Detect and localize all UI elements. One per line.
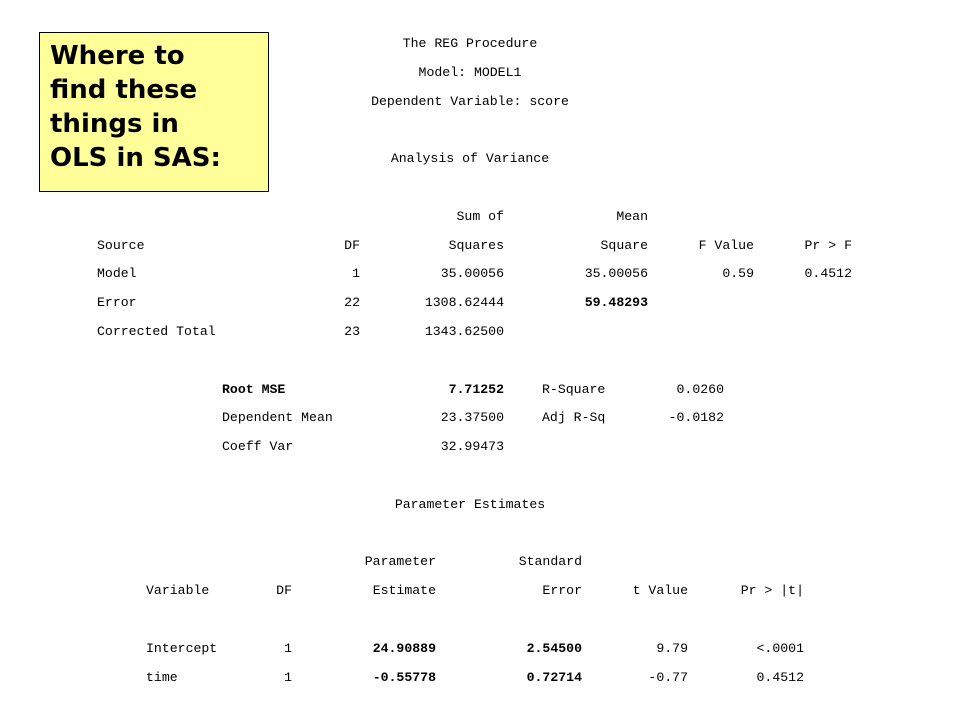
params-row-time-variable: time bbox=[146, 670, 178, 685]
fit-adj-rsq-label: Adj R-Sq bbox=[542, 410, 606, 425]
fit-adj-rsq-value: -0.0182 bbox=[668, 410, 724, 425]
callout-line-3: things in bbox=[50, 109, 179, 139]
anova-head-ss-2: Squares bbox=[448, 238, 504, 253]
fit-rsquare-value: 0.0260 bbox=[676, 382, 724, 397]
anova-head-p: Pr > F bbox=[804, 238, 852, 253]
anova-head-ss-1: Sum of bbox=[456, 209, 504, 224]
anova-row-model-df: 1 bbox=[352, 266, 360, 281]
anova-row-error-df: 22 bbox=[344, 295, 360, 310]
anova-row-total-source: Corrected Total bbox=[97, 324, 216, 339]
params-row-intercept-df: 1 bbox=[284, 641, 292, 656]
model-label: Model: MODEL1 bbox=[418, 65, 522, 80]
anova-row-model-source: Model bbox=[97, 266, 137, 281]
params-head-t: t Value bbox=[632, 583, 688, 598]
params-row-intercept-est: 24.90889 bbox=[372, 641, 436, 656]
anova-head-df: DF bbox=[344, 238, 360, 253]
fit-dep-mean-value: 23.37500 bbox=[440, 410, 504, 425]
fit-root-mse-label: Root MSE bbox=[222, 382, 286, 397]
dependent-variable-label: Dependent Variable: score bbox=[371, 94, 569, 109]
anova-head-source: Source bbox=[97, 238, 145, 253]
anova-title: Analysis of Variance bbox=[390, 151, 550, 166]
fit-coeff-var-label: Coeff Var bbox=[222, 439, 294, 454]
params-head-se-2: Error bbox=[542, 583, 582, 598]
params-row-intercept-variable: Intercept bbox=[146, 641, 218, 656]
anova-row-model-f: 0.59 bbox=[722, 266, 754, 281]
fit-rsquare-label: R-Square bbox=[542, 382, 606, 397]
anova-row-error-ss: 1308.62444 bbox=[424, 295, 504, 310]
anova-row-total-df: 23 bbox=[344, 324, 360, 339]
fit-coeff-var-value: 32.99473 bbox=[440, 439, 504, 454]
params-row-intercept-se: 2.54500 bbox=[526, 641, 582, 656]
anova-row-total-ss: 1343.62500 bbox=[424, 324, 504, 339]
params-row-intercept-t: 9.79 bbox=[656, 641, 688, 656]
anova-row-model-p: 0.4512 bbox=[804, 266, 852, 281]
params-head-est-1: Parameter bbox=[364, 554, 436, 569]
params-head-p: Pr > |t| bbox=[740, 583, 804, 598]
procedure-title: The REG Procedure bbox=[402, 36, 538, 51]
anova-row-error-ms: 59.48293 bbox=[584, 295, 648, 310]
params-head-df: DF bbox=[276, 583, 292, 598]
anova-row-model-ms: 35.00056 bbox=[584, 266, 648, 281]
callout-line-1: Where to bbox=[50, 41, 185, 71]
callout-box bbox=[39, 32, 269, 192]
callout-line-2: find these bbox=[50, 75, 198, 105]
params-row-time-se: 0.72714 bbox=[526, 670, 582, 685]
params-row-time-t: -0.77 bbox=[648, 670, 688, 685]
fit-dep-mean-label: Dependent Mean bbox=[222, 410, 333, 425]
anova-row-model-ss: 35.00056 bbox=[440, 266, 504, 281]
anova-head-ms-2: Square bbox=[600, 238, 648, 253]
fit-root-mse-value: 7.71252 bbox=[448, 382, 504, 397]
anova-head-ms-1: Mean bbox=[616, 209, 648, 224]
anova-head-f: F Value bbox=[698, 238, 754, 253]
params-row-intercept-p: <.0001 bbox=[756, 641, 804, 656]
params-title: Parameter Estimates bbox=[394, 497, 546, 512]
params-row-time-est: -0.55778 bbox=[372, 670, 436, 685]
params-head-est-2: Estimate bbox=[372, 583, 436, 598]
params-row-time-p: 0.4512 bbox=[756, 670, 804, 685]
params-head-variable: Variable bbox=[146, 583, 210, 598]
params-head-se-1: Standard bbox=[518, 554, 582, 569]
anova-row-error-source: Error bbox=[97, 295, 137, 310]
params-row-time-df: 1 bbox=[284, 670, 292, 685]
callout-line-4: OLS in SAS: bbox=[50, 143, 221, 173]
